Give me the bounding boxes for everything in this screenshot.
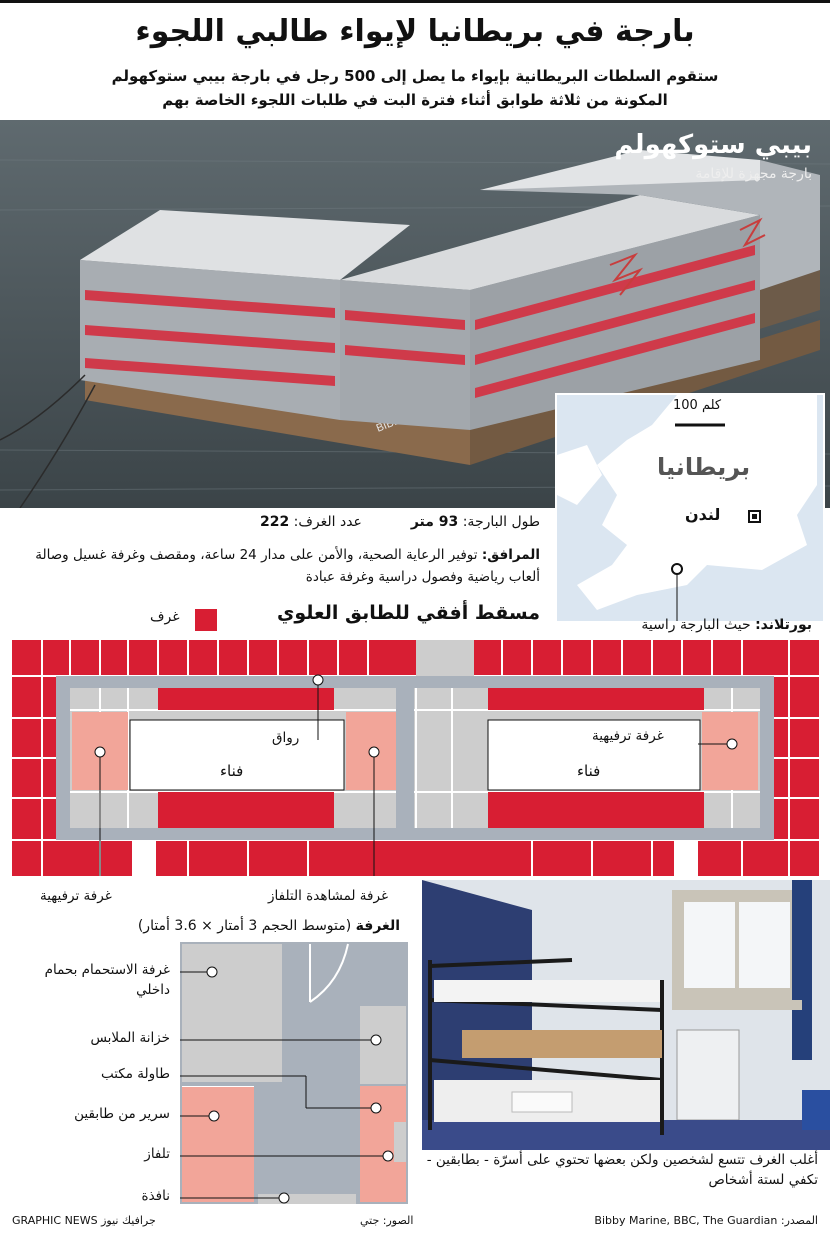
plan-title: مسقط أفقي للطابق العلوي — [276, 602, 540, 624]
footer-source: المصدر: Bibby Marine, BBC, The Guardian — [594, 1214, 818, 1227]
label-tv-room: غرفة لمشاهدة التلفاز — [268, 888, 389, 904]
port-note — [641, 617, 812, 633]
city-label: لندن — [685, 505, 721, 524]
legend-swatch-rooms — [195, 609, 217, 631]
label-corridor: رواق — [272, 730, 300, 746]
shower-room — [182, 944, 282, 1082]
port-label: بورتلاند: — [755, 617, 812, 633]
label-bunk: سرير من طابقين — [74, 1106, 170, 1122]
floor-plan — [12, 640, 819, 876]
port-text: حيث البارجة راسية — [641, 617, 751, 633]
rooms-value: 222 — [259, 514, 290, 530]
label-courtyard-right: فناء — [577, 762, 601, 780]
subtitle-line-1: ستقوم السلطات البريطانية بإيواء ما يصل إلى 500 رجل في بارجة بيبي ستوكهولم — [111, 67, 719, 85]
label-wardrobe: خزانة الملابس — [90, 1030, 170, 1046]
label-recreation-left: غرفة ترفيهية — [40, 888, 112, 904]
window-strip — [258, 1194, 356, 1204]
room-plan — [180, 942, 408, 1204]
length-value: 93 متر — [410, 514, 459, 530]
length-label: طول البارجة: — [462, 514, 540, 530]
bedroom-photo — [422, 880, 830, 1150]
bunk-left — [182, 1086, 254, 1202]
footer-brand: GRAPHIC NEWS جرافيك نيوز — [12, 1214, 156, 1227]
room-title — [138, 918, 400, 934]
room-title-size: (متوسط الحجم 3 أمتار × 3.6 أمتار) — [137, 918, 352, 934]
facilities-text: توفير الرعاية الصحية، والأمن على مدار 24 ساعة، ومقصف وغرفة غسيل وصالة ألعاب رياضية وفصول دراسية وغرفة عبادة — [35, 547, 540, 585]
bedroom-caption: أغلب الغرف تتسع لشخصين ولكن بعضها تحتوي على أسرّة - بطابقين - تكفي لستة أشخاص — [426, 1152, 818, 1188]
label-desk: طاولة مكتب — [100, 1066, 170, 1082]
label-courtyard-left: فناء — [220, 762, 244, 780]
label-recreation-right: غرفة ترفيهية — [592, 728, 664, 744]
rooms-label: عدد الغرف: — [293, 514, 362, 530]
scale-label: 100 كلم — [673, 398, 722, 413]
label-window: نافذة — [141, 1188, 170, 1204]
page-title: بارجة في بريطانيا لإيواء طالبي اللجوء — [135, 14, 695, 49]
facilities — [20, 544, 540, 588]
footer-photos: الصور: جتي — [360, 1214, 414, 1227]
barge-name: بيبي ستوكهولم — [614, 130, 812, 160]
label-shower: غرفة الاستحمام بحمام داخلي — [44, 962, 170, 998]
wardrobe — [360, 1006, 406, 1084]
barge-type: بارجة مجهزة للإقامة — [695, 166, 812, 182]
legend-label-rooms: غرف — [150, 609, 180, 625]
barge-specs — [260, 514, 540, 530]
country-label: بريطانيا — [657, 453, 751, 481]
page-subtitle — [10, 64, 820, 112]
label-tv: تلفاز — [144, 1146, 170, 1162]
uk-map — [555, 393, 825, 623]
britain-landmass — [577, 395, 817, 610]
facilities-label: المرافق: — [481, 547, 540, 563]
portland-marker — [672, 564, 682, 574]
top-rule — [0, 0, 830, 3]
subtitle-line-2: المكونة من ثلاثة طوابق أثناء فترة البت في طلبات اللجوء الخاصة بهم — [162, 91, 668, 109]
room-title-bold: الغرفة — [355, 918, 400, 934]
